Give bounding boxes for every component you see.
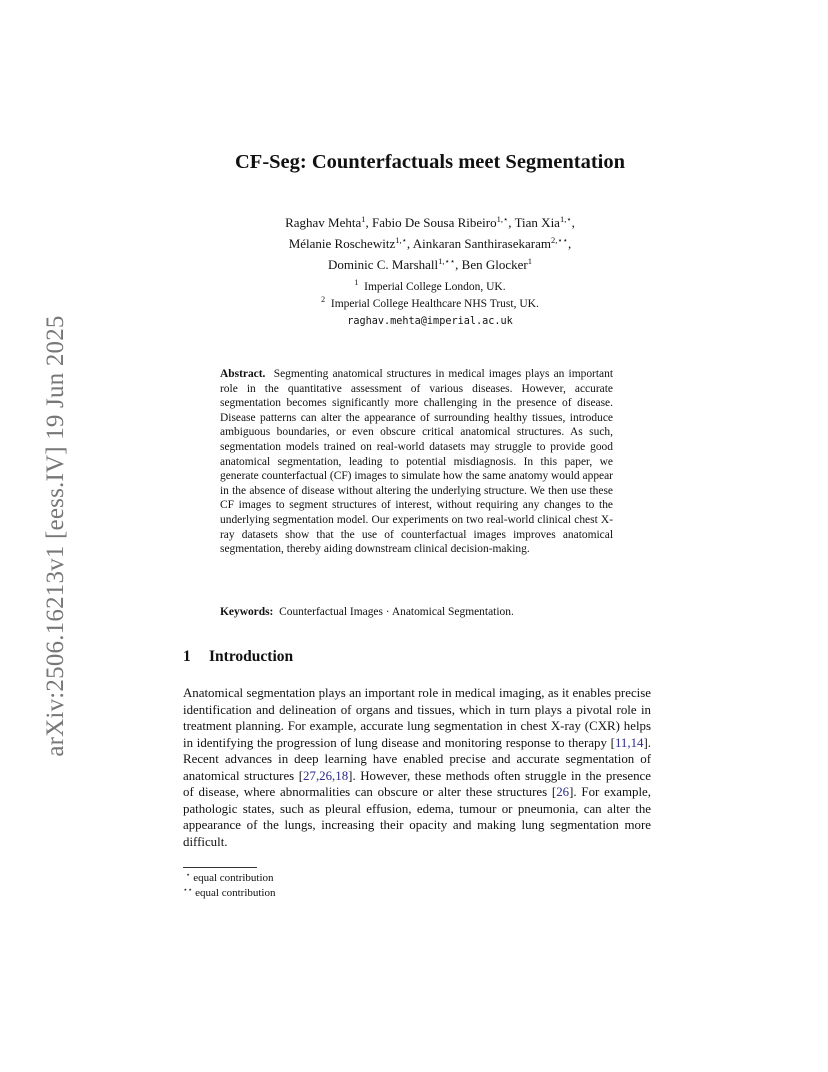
keywords-text: Counterfactual Images · Anatomical Segmentation.: [279, 606, 514, 618]
author-name: Dominic C. Marshall: [328, 257, 439, 272]
citation-link[interactable]: 27,26,18: [303, 768, 349, 783]
contact-email[interactable]: raghav.mehta@imperial.ac.uk: [347, 316, 513, 327]
author-name: Ainkaran Santhirasekaram: [412, 236, 551, 251]
author-name: Ben Glocker: [461, 257, 528, 272]
arxiv-identifier-stamp: arXiv:2506.16213v1 [eess.IV] 19 Jun 2025: [42, 315, 69, 757]
affiliation-text: Imperial College Healthcare NHS Trust, UK.: [330, 298, 539, 310]
affiliations: [180, 279, 680, 330]
affiliation-mark: 2: [321, 295, 326, 304]
affiliation-text: Imperial College London, UK.: [364, 281, 506, 293]
affiliation-line: [180, 279, 680, 296]
abstract-text: Segmenting anatomical structures in medical images plays an important role in the quantitative assessment of various diseases. However, accurate segmentation becomes significantly more challenging in the presence of disease. Disease patterns can alter the appearance of surrounding healthy tissues, introduce ambiguous boundaries, or even obscure critical anatomical structures. As such, segmentation models trained on real-world datasets may struggle to provide good anatomical segmentation, leading to potential misdiagnosis. In this paper, we generate counterfactual (CF) images to simulate how the same anatomy would appear in the absence of disease without altering the underlying structure. We then use these CF images to segment structures of interest, without requiring any changes to the underlying segmentation model. Our experiments on two real-world clinical chest X-ray datasets show that the use of counterfactual images improves anatomical segmentation, thereby aiding downstream clinical decision-making.: [220, 368, 613, 556]
abstract: [220, 367, 613, 557]
affiliation-line: [180, 296, 680, 313]
author-name: Tian Xia: [514, 215, 560, 230]
abstract-label: Abstract.: [220, 368, 266, 380]
citation-link[interactable]: 11,14: [614, 735, 644, 750]
author-mark: 1: [527, 256, 532, 266]
citation-link[interactable]: 26: [556, 785, 570, 800]
section-title: Introduction: [209, 648, 294, 665]
footnote-divider: [183, 867, 257, 868]
section-number: 1: [183, 648, 191, 665]
footnote: [183, 871, 275, 886]
keywords-label: Keywords:: [220, 606, 274, 618]
author-name: Mélanie Roschewitz: [288, 236, 396, 251]
footnote: [183, 886, 275, 901]
author-list: Raghav Mehta$^1$, Fabio De Sousa Ribeiro$^{1,⋆}$, Tian Xia$^{1,⋆}$, Mélanie Roschewitz$^{1,⋆}$, Ainkaran Santhirasekaram$^{2,⋆⋆}$, Dominic C. Marshall$^{1,⋆⋆}$, Ben Glocker$^1$: [285, 214, 575, 272]
intro-text: ]. However, these methods often struggle in the presence of disease, where abnormalities can obscure or alter these structures [: [183, 768, 652, 800]
author-mark: 2,⋆⋆: [550, 235, 569, 245]
introduction-paragraph: [183, 685, 651, 850]
intro-text: ]. For example, pathologic states, such as pleural effusion, edema, tumour or pneumonia, can alter the appearance of the lungs, increasing their opacity and making lung segmentation more difficult.: [183, 785, 651, 849]
author-mark: 1,⋆⋆: [438, 256, 456, 266]
author-name: Fabio De Sousa Ribeiro: [372, 215, 497, 230]
intro-text: Anatomical segmentation plays an important role in medical imaging, as it enables precise identification and delineation of organs and tissues, which in turn plays a pivotal role in treatment planning. For example, accurate lung segmentation in chest X-ray (CXR) helps in identifying the progression of lung disease and monitoring response to therapy [: [183, 686, 651, 750]
footnote-text: equal contribution: [193, 872, 274, 884]
keywords: [220, 606, 620, 618]
author-mark: 1,⋆: [496, 214, 509, 224]
footnotes: [183, 871, 275, 900]
section-heading: [183, 648, 293, 666]
footnote-text: equal contribution: [195, 886, 276, 899]
intro-text: ]. Recent advances in deep learning have enabled precise and accurate segmentation of anatomical structures [: [183, 735, 651, 783]
author-mark: 1,⋆: [395, 235, 407, 245]
footnote-mark: ⋆⋆: [183, 884, 193, 894]
author-mark: 1: [361, 214, 366, 224]
author-mark: 1,⋆: [559, 214, 572, 224]
footnote-mark: ⋆: [185, 870, 191, 879]
affiliation-mark: 1: [354, 278, 359, 287]
author-name: Raghav Mehta: [285, 215, 362, 230]
paper-title: CF-Seg: Counterfactuals meet Segmentation: [235, 151, 625, 173]
